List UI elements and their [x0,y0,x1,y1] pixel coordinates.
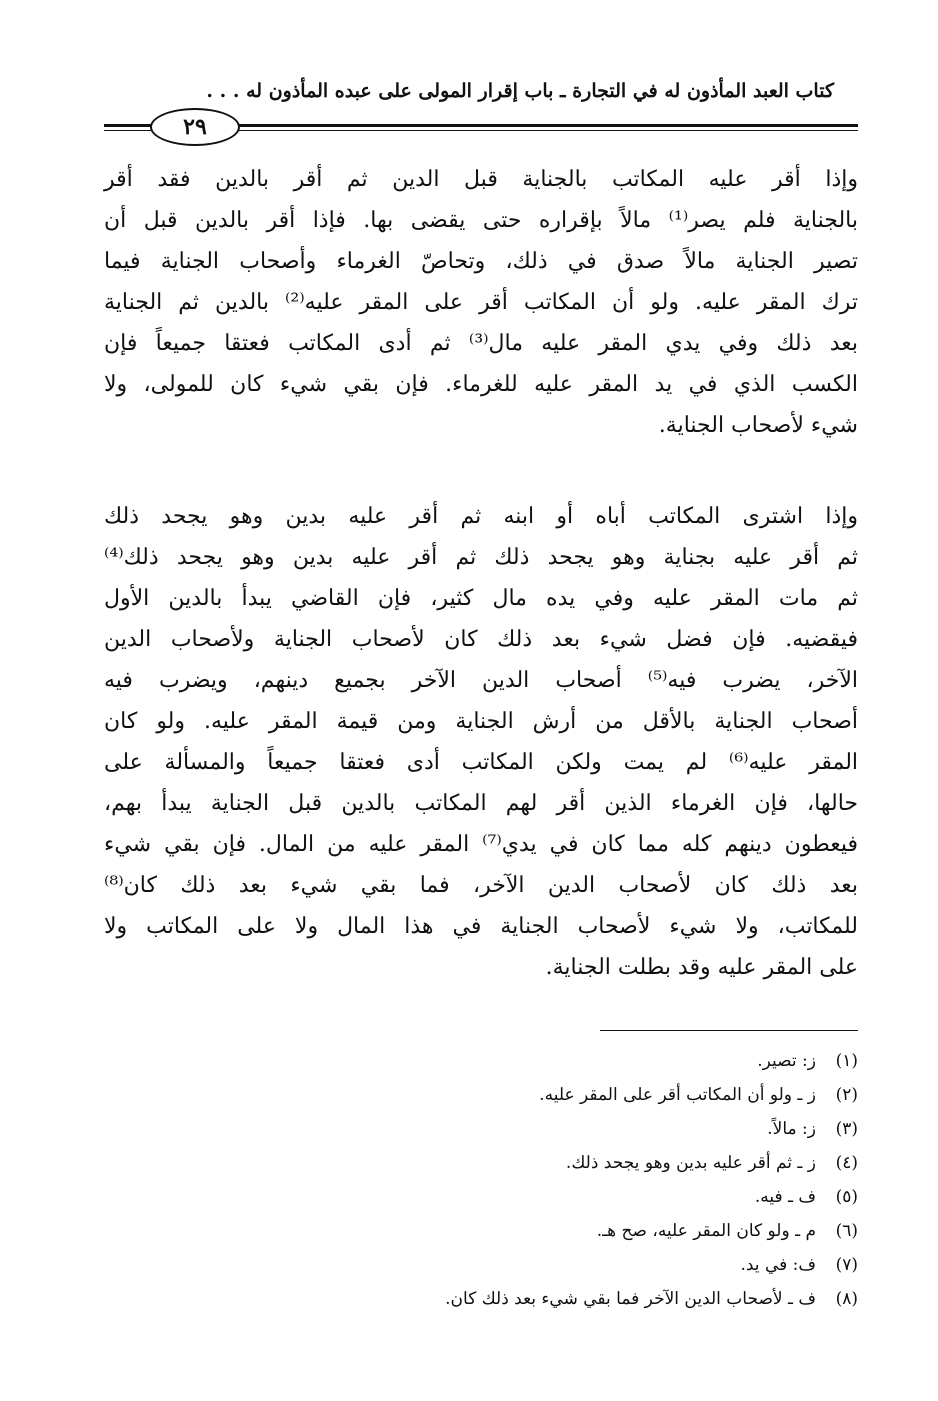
text-line: شيء لأصحاب الجناية. [658,413,858,438]
footnote-item [104,1282,858,1316]
footnote-text: ف ـ فيه. [754,1187,816,1207]
text-line: بعد ذلك وفي يدي المقر عليه مال⁽³⁾ ثم أدى المكاتب فعتقا جميعاً فإن [104,331,858,356]
footnote-number: (٢) [835,1085,858,1105]
footnote-item [104,1248,858,1282]
footnote-text: م ـ ولو كان المقر عليه، صح هـ. [596,1221,816,1241]
text-line: الكسب الذي في يد المقر عليه للغرماء. فإن بقي شيء كان للمولى، ولا [104,372,858,397]
text-line: ثم أقر عليه بجناية وهو يجحد ذلك ثم أقر عليه بدين وهو يجحد ذلك⁽⁴⁾ [104,545,858,570]
footnote-text: ف: في يد. [740,1255,816,1275]
text-line: حالها، فإن الغرماء الذين أقر لهم المكاتب بالدين قبل الجناية يبدأ بهم، [104,791,858,816]
footnote-item [104,1214,858,1248]
running-header-title: كتاب العبد المأذون له في التجارة ـ باب إقرار المولى على عبده المأذون له . . . [206,80,834,102]
footnote-number: (٣) [835,1119,858,1139]
paragraph-2 [104,496,858,988]
footnote-number: (٤) [835,1153,858,1173]
footnote-text: ز: مالاً. [767,1119,816,1139]
text-line: تصير الجناية مالاً صدق في ذلك، وتحاصّ الغرماء وأصحاب الجناية فيما [104,249,858,274]
text-line: ترك المقر عليه. ولو أن المكاتب أقر على المقر عليه⁽²⁾ بالدين ثم الجناية [104,290,858,315]
footnote-item [104,1146,858,1180]
footnote-item [104,1112,858,1146]
footnote-text: ز: تصير. [757,1051,816,1071]
text-line: بالجناية فلم يصر⁽¹⁾ مالاً بإقراره حتى يقضى بها. فإذا أقر بالدين قبل أن [104,208,858,233]
text-line: ثم مات المقر عليه وفي يده مال كثير، فإن القاضي يبدأ بالدين الأول [104,586,858,611]
text-line: بعد ذلك كان لأصحاب الدين الآخر، فما بقي شيء بعد ذلك كان⁽⁸⁾ [104,873,858,898]
footnote-separator [600,1030,858,1031]
text-line: فيقضيه. فإن فضل شيء بعد ذلك كان لأصحاب الجناية ولأصحاب الدين [104,627,858,652]
footnotes [104,1044,858,1316]
footnote-text: ز ـ ولو أن المكاتب أقر على المقر عليه. [539,1085,816,1105]
text-line: وإذا أقر عليه المكاتب بالجناية قبل الدين ثم أقر بالدين فقد أقر [104,167,858,192]
footnote-item [104,1078,858,1112]
paragraph-1 [104,159,858,446]
page-number: ٢٩ [150,108,240,146]
text-line: على المقر عليه وقد بطلت الجناية. [545,955,858,980]
footnote-number: (١) [835,1051,858,1071]
text-line: الآخر، يضرب فيه⁽⁵⁾ أصحاب الدين الآخر بجميع دينهم، ويضرب فيه [104,668,858,693]
footnote-number: (٦) [835,1221,858,1241]
text-line: أصحاب الجناية بالأقل من أرش الجناية ومن قيمة المقر عليه. ولو كان [104,709,858,734]
footnote-number: (٧) [835,1255,858,1275]
text-line: فيعطون دينهم كله مما كان في يدي⁽⁷⁾ المقر عليه من المال. فإن بقي شيء [104,832,859,857]
footnote-number: (٨) [835,1289,858,1309]
footnote-item [104,1180,858,1214]
text-line: المقر عليه⁽⁶⁾ لم يمت ولكن المكاتب أدى فعتقا جميعاً والمسألة على [104,750,859,775]
text-line: وإذا اشترى المكاتب أباه أو ابنه ثم أقر عليه بدين وهو يجحد ذلك [104,504,858,529]
footnote-text: ز ـ ثم أقر عليه بدين وهو يجحد ذلك. [565,1153,816,1173]
footnote-number: (٥) [835,1187,858,1207]
text-line: للمكاتب، ولا شيء لأصحاب الجناية في هذا المال ولا على المكاتب ولا [104,914,858,939]
footnote-text: ف ـ لأصحاب الدين الآخر فما بقي شيء بعد ذلك كان. [445,1289,816,1309]
footnote-item [104,1044,858,1078]
